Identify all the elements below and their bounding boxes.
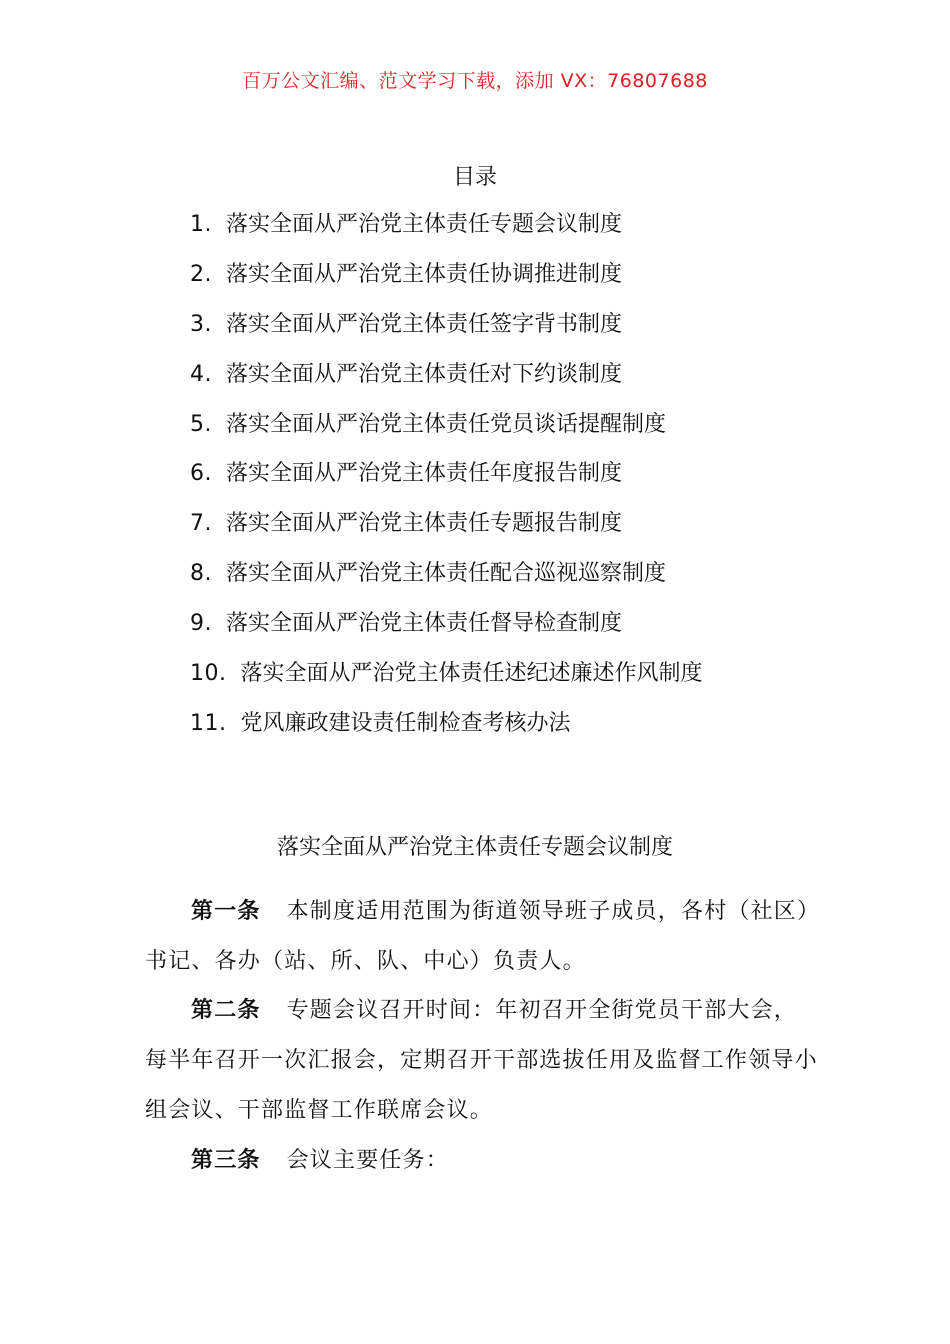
article-label: 第二条 xyxy=(191,998,261,1023)
article-text: 会议主要任务： xyxy=(286,1148,450,1173)
toc-item xyxy=(190,557,703,607)
toc-item-text: 落实全面从严治党主体责任配合巡视巡察制度 xyxy=(226,561,667,587)
toc-item-text: 落实全面从严治党主体责任对下约谈制度 xyxy=(226,361,623,387)
toc-list xyxy=(190,208,703,757)
toc-item-text: 落实全面从严治党主体责任专题报告制度 xyxy=(226,511,623,537)
toc-item-number: 8. xyxy=(190,561,212,587)
toc-item-number: 7. xyxy=(190,511,212,537)
article-paragraph xyxy=(145,887,820,987)
header-banner: 百万公文汇编、范文学习下载，添加 VX：76807688 xyxy=(242,70,708,92)
article-label: 第一条 xyxy=(191,899,261,924)
toc-item xyxy=(190,657,703,707)
toc-item-number: 5. xyxy=(190,411,212,437)
toc-item-text: 落实全面从严治党主体责任督导检查制度 xyxy=(226,611,623,637)
toc-item-number: 10. xyxy=(190,661,227,687)
toc-item-number: 4. xyxy=(190,361,212,387)
toc-item xyxy=(190,707,703,757)
toc-title: 目录 xyxy=(452,165,497,190)
toc-item-number: 9. xyxy=(190,611,212,637)
toc-item xyxy=(190,358,703,408)
toc-item-text: 落实全面从严治党主体责任专题会议制度 xyxy=(226,212,623,237)
toc-item xyxy=(190,408,703,458)
toc-item xyxy=(190,258,703,308)
article-paragraph xyxy=(145,986,820,1136)
section-title: 落实全面从严治党主体责任专题会议制度 xyxy=(276,835,673,860)
toc-item-text: 党风廉政建设责任制检查考核办法 xyxy=(240,710,571,736)
toc-item-text: 落实全面从严治党主体责任协调推进制度 xyxy=(226,261,623,287)
toc-item xyxy=(190,457,703,507)
article-text: 专题会议召开时间：年初召开全街党员干部大会，每半年召开一次汇报会，定期召开干部选拔任用及监督工作领导小组会议、干部监督工作联席会议。 xyxy=(145,998,818,1123)
toc-item-number: 11. xyxy=(190,710,227,736)
article-text: 本制度适用范围为街道领导班子成员，各村（社区）书记、各办（站、所、队、中心）负责人。 xyxy=(145,899,810,974)
toc-item-number: 1. xyxy=(190,212,212,237)
toc-item-text: 落实全面从严治党主体责任述纪述廉述作风制度 xyxy=(240,661,703,687)
toc-item xyxy=(190,507,703,557)
article-label: 第三条 xyxy=(191,1148,261,1173)
article-paragraph xyxy=(145,1136,820,1186)
toc-item-number: 3. xyxy=(190,311,212,337)
toc-item xyxy=(190,208,703,258)
toc-item-text: 落实全面从严治党主体责任签字背书制度 xyxy=(226,311,623,337)
toc-item-text: 落实全面从严治党主体责任年度报告制度 xyxy=(226,461,623,487)
toc-item-text: 落实全面从严治党主体责任党员谈话提醒制度 xyxy=(226,411,667,437)
toc-item-number: 2. xyxy=(190,261,212,287)
toc-item-number: 6. xyxy=(190,461,212,487)
toc-item xyxy=(190,308,703,358)
toc-item xyxy=(190,607,703,657)
